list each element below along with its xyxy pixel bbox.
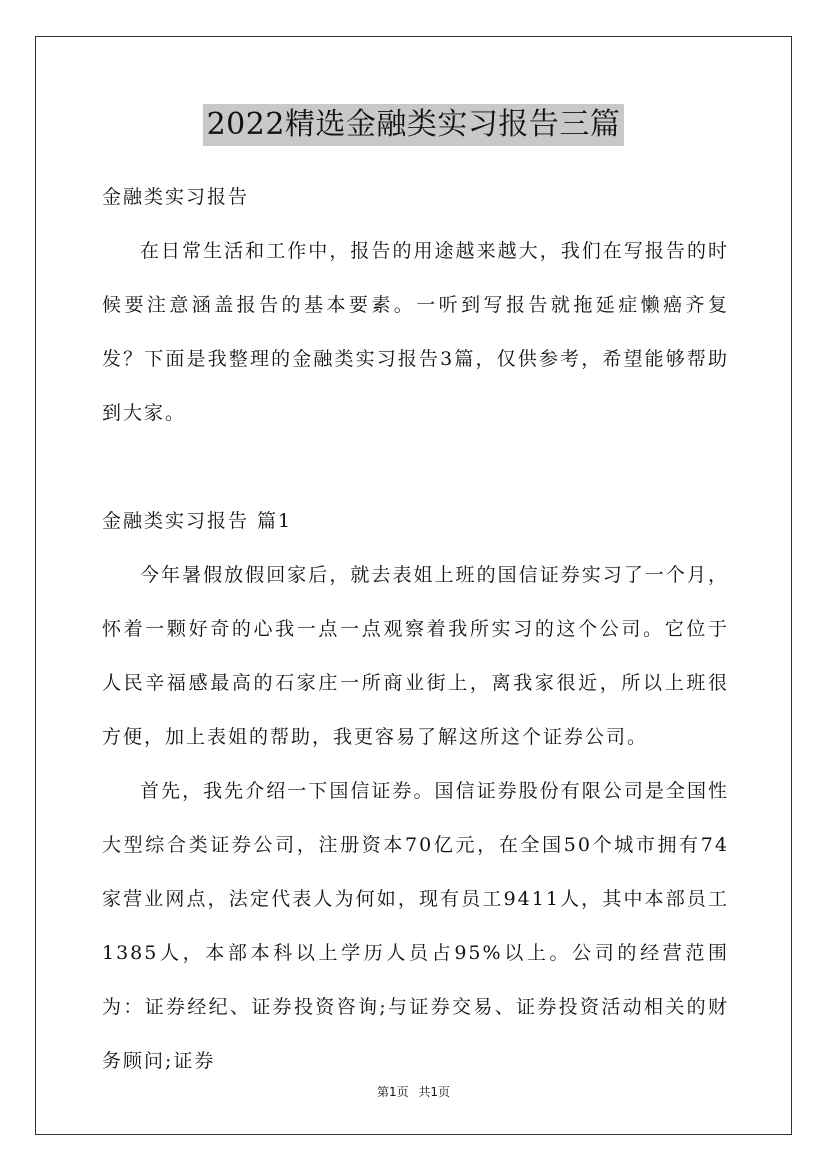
section1-paragraph-1: 今年暑假放假回家后，就去表姐上班的国信证券实习了一个月，怀着一颗好奇的心我一点一点观察着我所实习的这个公司。它位于人民辛福感最高的石家庄一所商业街上，离我家很近，所以上班很方便，加上表姐的帮助，我更容易了解这所这个证券公司。 <box>102 564 729 748</box>
intro-paragraph: 在日常生活和工作中，报告的用途越来越大，我们在写报告的时候要注意涵盖报告的基本要素。一听到写报告就拖延症懒癌齐复发？下面是我整理的金融类实习报告3篇，仅供参考，希望能够帮助到大家。 <box>102 240 729 424</box>
document-title: 2022精选金融类实习报告三篇 <box>203 104 625 146</box>
section-spacer <box>102 440 729 494</box>
page-number-current: 第1页 <box>376 1085 409 1099</box>
section1-heading: 金融类实习报告 篇1 <box>102 510 293 532</box>
section1-paragraph-2: 首先，我先介绍一下国信证券。国信证券股份有限公司是全国性大型综合类证券公司，注册资本70亿元，在全国50个城市拥有74家营业网点，法定代表人为何如，现有员工9411人，其中本部员工1385人，本部本科以上学历人员占95%以上。公司的经营范围为：证券经纪、证券投资咨询;与证券交易、证券投资活动相关的财务顾问;证券 <box>102 780 729 1072</box>
document-body <box>102 170 729 1088</box>
page-number-total: 共1页 <box>418 1085 451 1099</box>
page-footer <box>0 1083 827 1100</box>
title-container <box>0 104 827 146</box>
intro-heading: 金融类实习报告 <box>102 186 250 208</box>
